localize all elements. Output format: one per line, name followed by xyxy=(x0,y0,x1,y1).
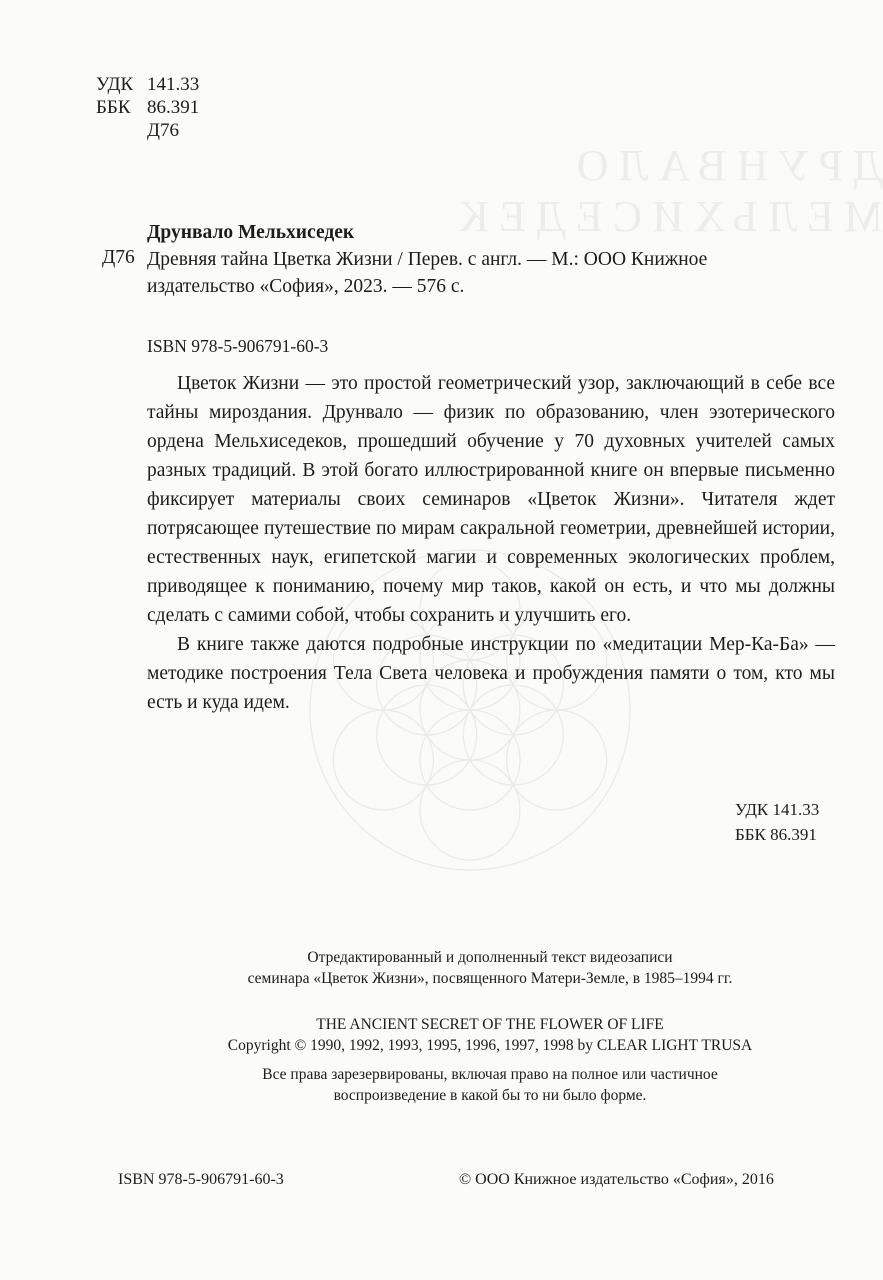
udk-label: УДК xyxy=(96,74,134,95)
bbk-code-bottom: ББК 86.391 xyxy=(735,825,817,844)
bibliographic-description xyxy=(147,246,837,300)
original-title: THE ANCIENT SECRET OF THE FLOWER OF LIFE xyxy=(316,1016,664,1033)
bibliographic-line-2: издательство «София», 2023. — 576 с. xyxy=(147,276,465,297)
abstract-paragraph-1: Цветок Жизни — это простой геометрический узор, заключающий в себе все тайны мироздания. Друнвало — физик по образованию, член эзотерического ордена Мельхиседеков, прошедший обучение у 70 духовных учителей самых разных традиций. В этой богато иллюстрированной книге он впервые письменно фиксирует материалы своих семинаров «Цветок Жизни». Читателя ждет потрясающее путешествие по мирам сакральной геометрии, древнейшей истории, естественных наук, египетской магии и современных экологических проблем, приводящее к пониманию, почему мир таков, какой он есть, и что мы должны сделать с самими собой, чтобы сохранить и улучшить его. xyxy=(147,373,835,626)
rights-line-1: Все права зарезервированы, включая право на полное или частичное xyxy=(262,1066,718,1083)
author-name: Друнвало Мельхиседек xyxy=(147,222,355,243)
publisher-copyright: © ООО Книжное издательство «София», 2016 xyxy=(459,1171,774,1188)
isbn-entry: ISBN 978-5-906791-60-3 xyxy=(147,336,329,356)
author-mark: Д76 xyxy=(147,120,179,141)
edition-note-line-1: Отредактированный и дополненный текст видеозаписи xyxy=(307,949,673,966)
edition-note xyxy=(150,947,830,989)
bibliographic-line-1: Древняя тайна Цветка Жизни / Перев. с англ. — М.: ООО Книжное xyxy=(147,249,708,270)
rights-notice xyxy=(150,1064,830,1106)
udk-code xyxy=(96,73,199,96)
abstract xyxy=(147,369,835,717)
isbn-footer: ISBN 978-5-906791-60-3 xyxy=(118,1171,284,1188)
original-title-block xyxy=(150,1014,830,1056)
udk-code-bottom: УДК 141.33 xyxy=(735,800,820,819)
rights-line-2: воспроизведение в какой бы то ни было форме. xyxy=(333,1087,647,1104)
original-copyright: Copyright © 1990, 1992, 1993, 1995, 1996, 1997, 1998 by CLEAR LIGHT TRUSA xyxy=(227,1037,753,1054)
bleed-through-title: ДРУНВАЛО МЕЛЬХИСЕДЕК xyxy=(449,141,883,241)
reference-code: Д76 xyxy=(102,247,135,268)
abstract-paragraph-2: В книге также даются подробные инструкции по «медитации Мер-Ка-Ба» — методике построения Тела Света человека и пробуждения памяти о том, кто мы есть и куда идем. xyxy=(147,634,835,713)
bbk-label: ББК xyxy=(96,97,131,118)
edition-note-line-2: семинара «Цветок Жизни», посвященного Матери-Земле, в 1985–1994 гг. xyxy=(247,970,733,987)
bbk-code xyxy=(96,96,199,119)
udk-value: 141.33 xyxy=(147,74,200,95)
bbk-value: 86.391 xyxy=(147,97,200,118)
